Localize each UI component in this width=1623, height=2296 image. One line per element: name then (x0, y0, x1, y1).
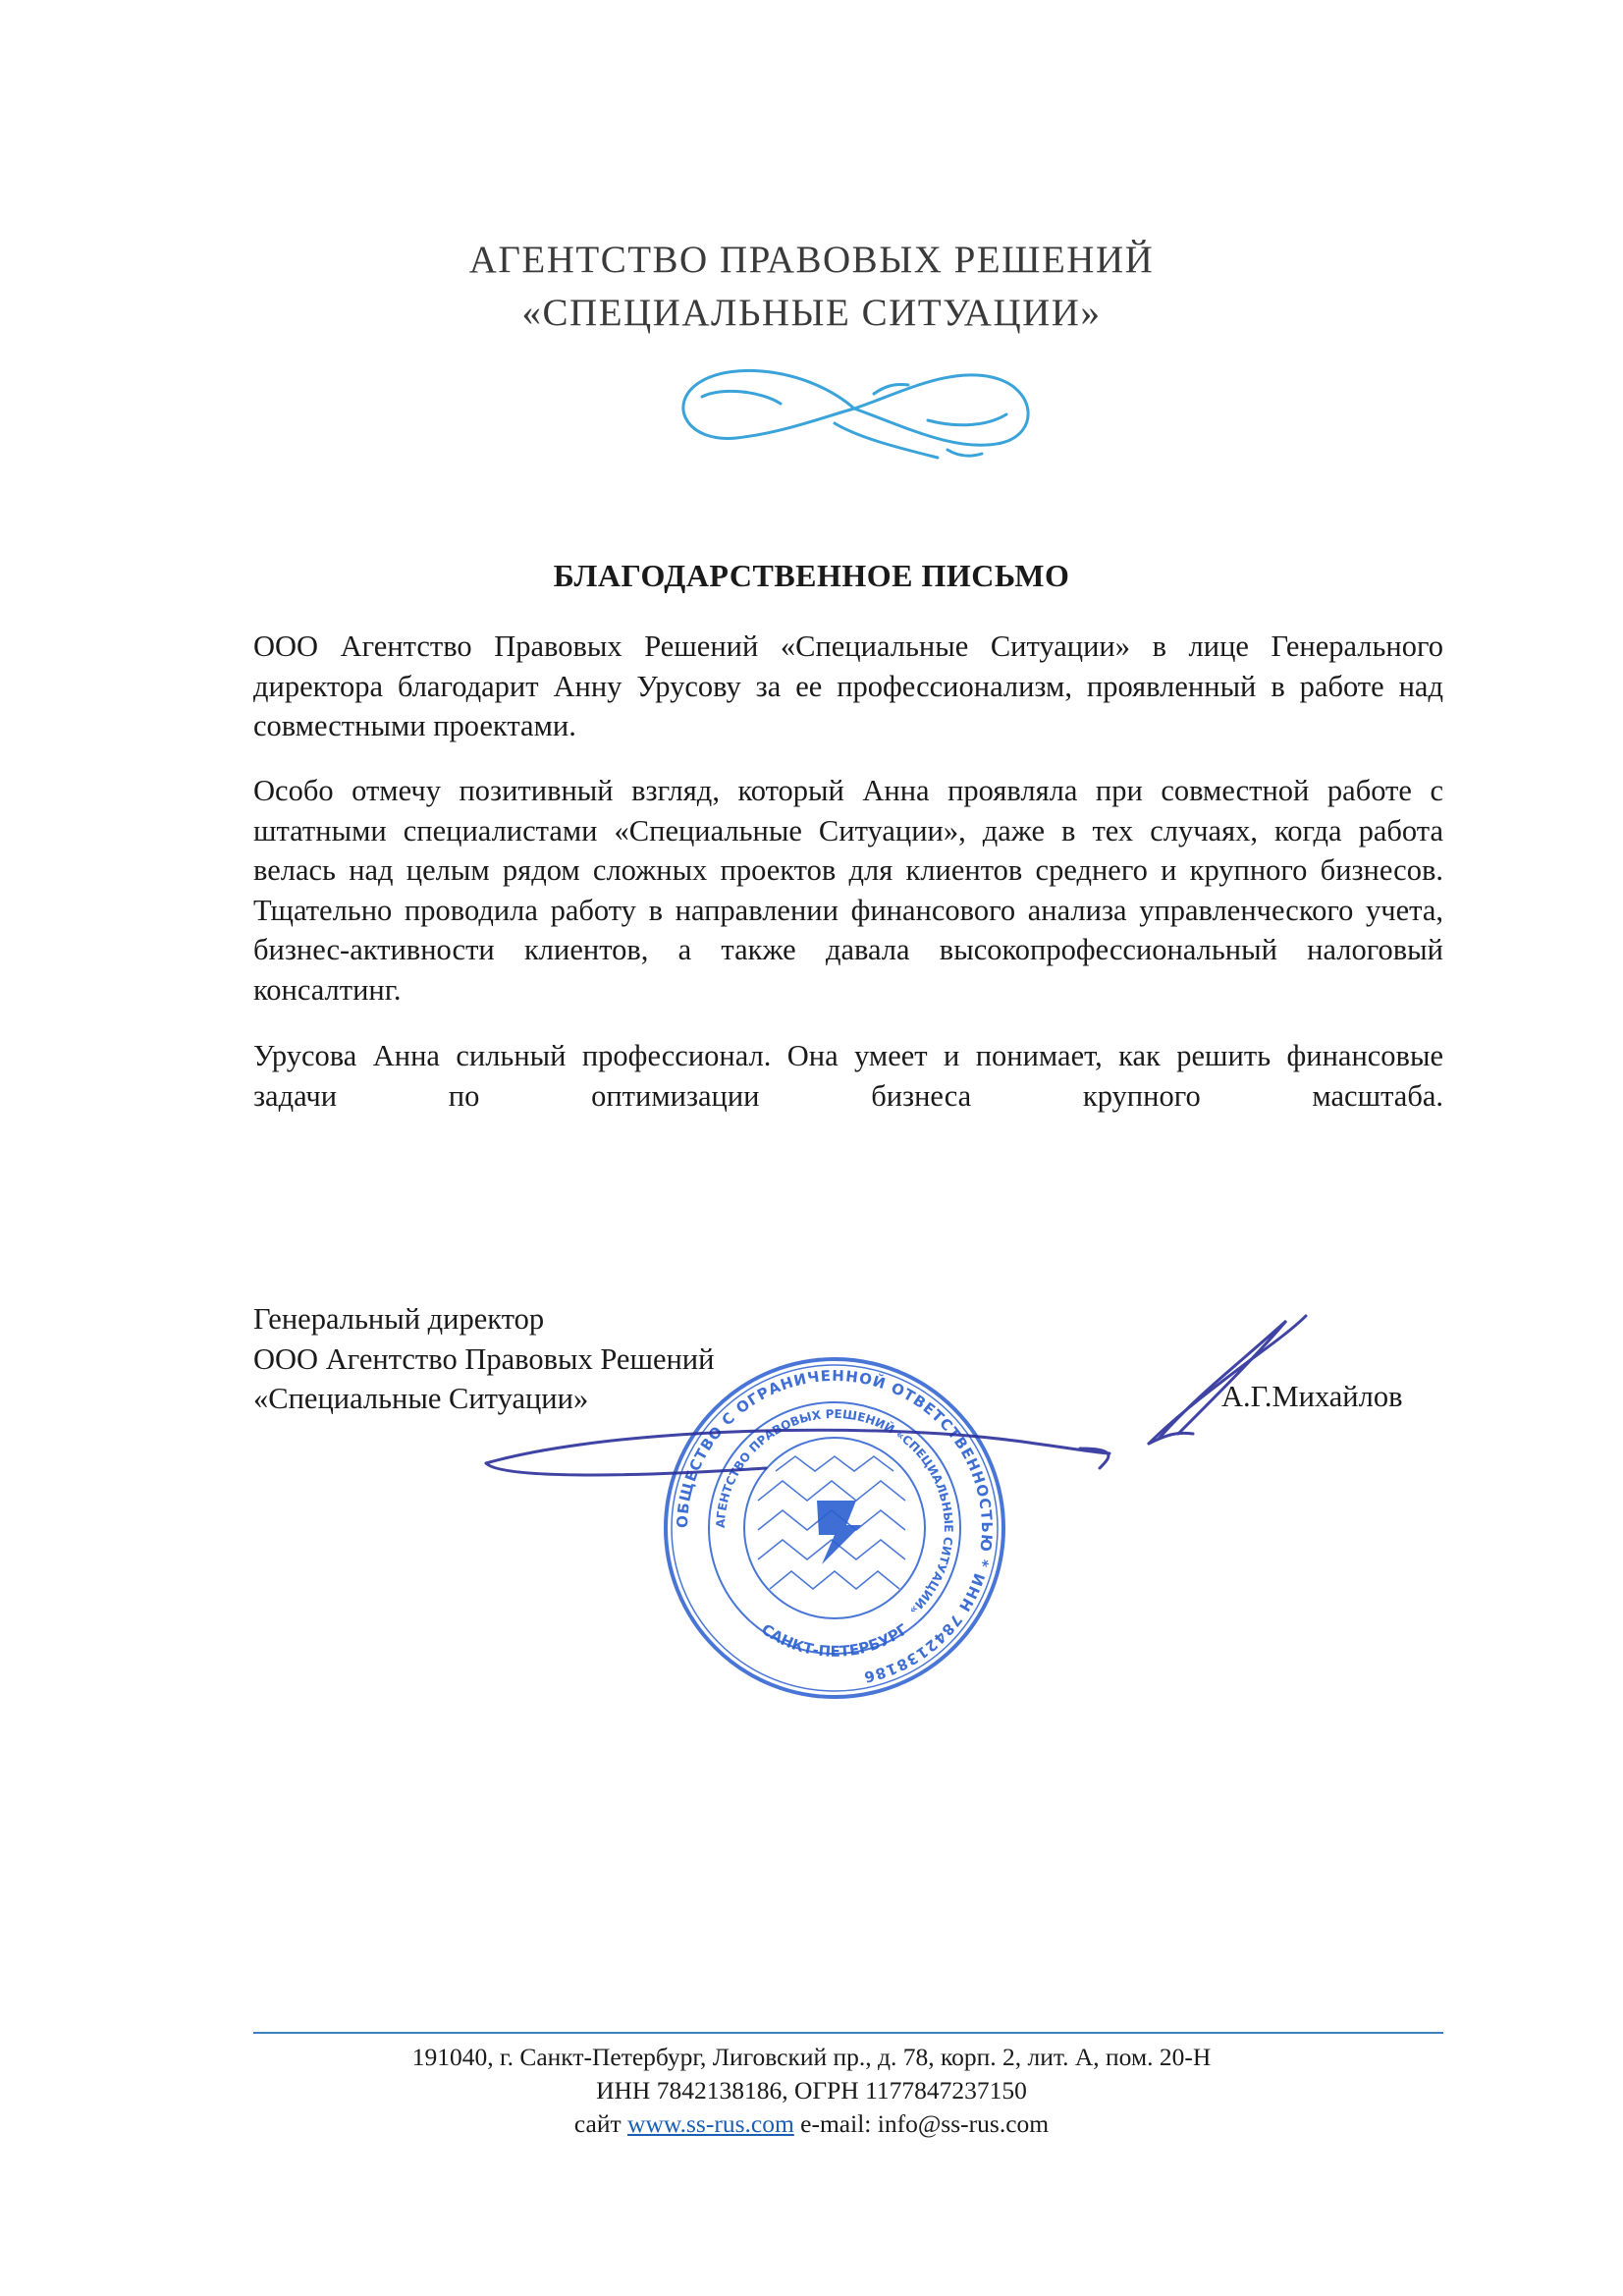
stamp-outer-text: ОБЩЕСТВО С ОГРАНИЧЕННОЙ ОТВЕТСТВЕННОСТЬЮ * ИНН 7842138186 (673, 1366, 997, 1687)
footer-registration-ids: ИНН 7842138186, ОГРН 1177847237150 (596, 2076, 1027, 2105)
footer-email: info@ss-rus.com (877, 2109, 1050, 2138)
footer-site-link[interactable]: www.ss-rus.com (627, 2109, 794, 2138)
signatory-position: Генеральный директор (253, 1302, 545, 1336)
footer (0, 2041, 1623, 2141)
stamp-inner-text: АГЕНТСТВО ПРАВОВЫХ РЕШЕНИЙ «СПЕЦИАЛЬНЫЕ СИТУАЦИИ» (713, 1406, 956, 1617)
stamp-city: САНКТ-ПЕТЕРБУРГ (758, 1620, 911, 1661)
footer-contacts (0, 2107, 1623, 2141)
signatory-company-line2: «Специальные Ситуации» (253, 1382, 589, 1415)
paragraph-3: Урусова Анна сильный профессионал. Она умеет и понимает, как решить финансовые задачи по оптимизации бизнеса крупного масштаба. (253, 1039, 1443, 1113)
letterhead-company-name: АГЕНТСТВО ПРАВОВЫХ РЕШЕНИЙ (468, 239, 1155, 281)
letterhead (0, 234, 1623, 340)
footer-divider (253, 2032, 1443, 2034)
signatory-name: А.Г.Михайлов (1221, 1380, 1403, 1413)
footer-email-label: e-mail: (800, 2109, 872, 2138)
paragraph-2: Особо отмечу позитивный взгляд, который Анна проявляла при совместной работе с штатными специалистами «Специальные Ситуации», даже в тех случаях, когда работа велась над целым рядом сложных проектов для клиентов среднего и крупного бизнесов. Тщательно проводила работу в направлении финансового анализа управленческого учета, бизнес-активности клиентов, а также давала высокопрофессиональный налоговый консалтинг. (253, 774, 1443, 1007)
flourish-ornament-icon (663, 350, 1046, 467)
signatory-company-line1: ООО Агентство Правовых Решений (253, 1341, 715, 1376)
letterhead-company-subtitle: «СПЕЦИАЛЬНЫЕ СИТУАЦИИ» (521, 292, 1102, 334)
svg-text:САНКТ-ПЕТЕРБУРГ (758, 1620, 911, 1661)
handwritten-signature-icon (471, 1286, 1316, 1503)
letter-title: БЛАГОДАРСТВЕННОЕ ПИСЬМО (553, 558, 1070, 593)
footer-site-label: сайт (573, 2109, 622, 2138)
footer-address: 191040, г. Санкт-Петербург, Лиговский пр., д. 78, корп. 2, лит. А, пом. 20-Н (411, 2043, 1212, 2071)
paragraph-1: ООО Агентство Правовых Решений «Специальные Ситуации» в лице Генерального директора благодарит Анну Урусову за ее профессионализм, проявленный в работе над совместными проектами. (253, 629, 1443, 742)
